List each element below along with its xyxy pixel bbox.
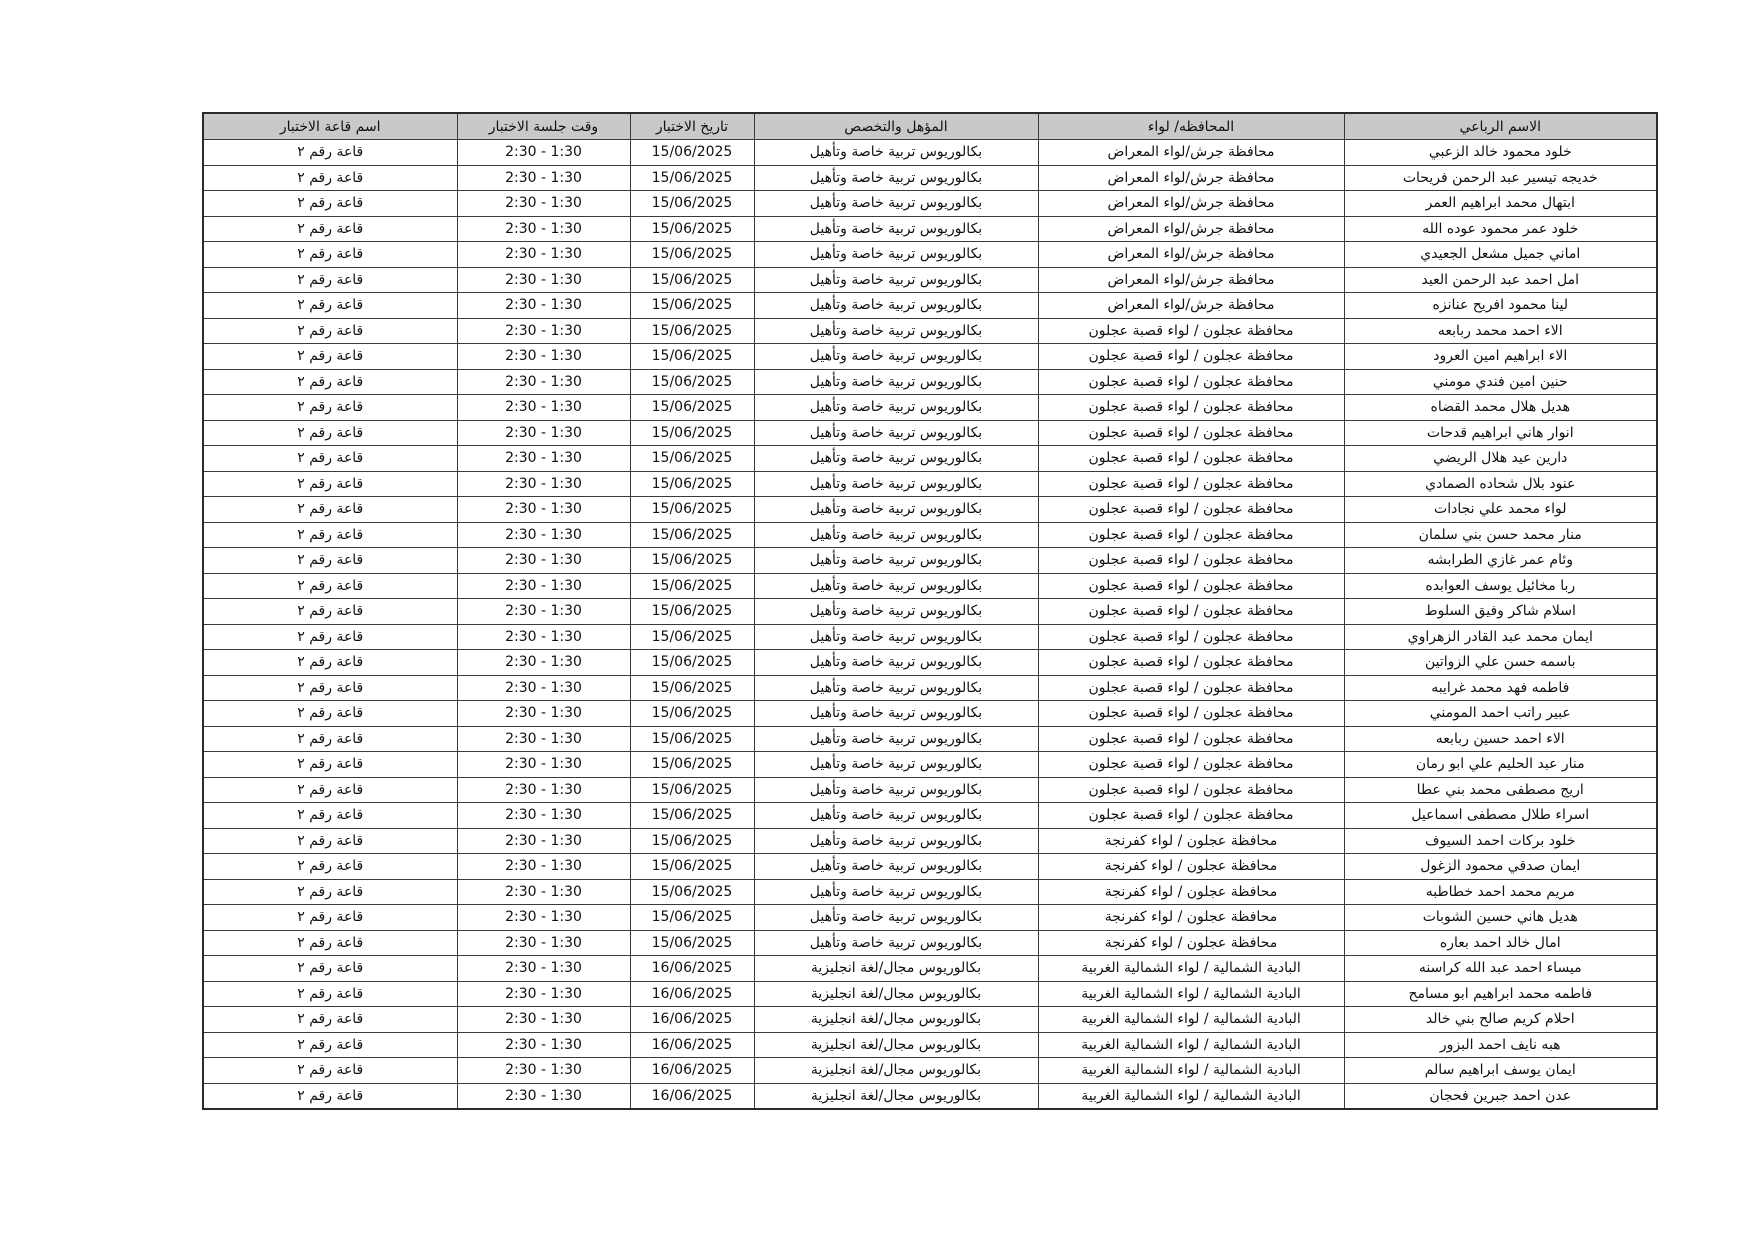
cell-hall: قاعة رقم ٢ [203, 446, 457, 472]
cell-time: 2:30 - 1:30 [457, 140, 630, 166]
cell-qualification: بكالوريوس تربية خاصة وتأهيل [754, 420, 1038, 446]
cell-hall: قاعة رقم ٢ [203, 956, 457, 982]
table-row [203, 956, 1657, 982]
cell-date: 15/06/2025 [630, 752, 754, 778]
cell-hall: قاعة رقم ٢ [203, 1032, 457, 1058]
cell-date: 16/06/2025 [630, 1007, 754, 1033]
cell-name: حنين امين فندي مومني [1344, 369, 1657, 395]
cell-qualification: بكالوريوس مجال/لغة انجليزية [754, 1058, 1038, 1084]
table-row [203, 420, 1657, 446]
cell-hall: قاعة رقم ٢ [203, 752, 457, 778]
cell-governorate: محافظة عجلون / لواء قصبة عجلون [1038, 420, 1344, 446]
cell-time: 2:30 - 1:30 [457, 267, 630, 293]
cell-time: 2:30 - 1:30 [457, 242, 630, 268]
cell-hall: قاعة رقم ٢ [203, 191, 457, 217]
cell-qualification: بكالوريوس مجال/لغة انجليزية [754, 1083, 1038, 1109]
table-row [203, 242, 1657, 268]
cell-time: 2:30 - 1:30 [457, 930, 630, 956]
cell-governorate: محافظة جرش/لواء المعراض [1038, 293, 1344, 319]
cell-date: 15/06/2025 [630, 650, 754, 676]
table-row [203, 879, 1657, 905]
cell-governorate: محافظة عجلون / لواء كفرنجة [1038, 905, 1344, 931]
cell-name: خلود محمود خالد الزعبي [1344, 140, 1657, 166]
table-row [203, 267, 1657, 293]
cell-governorate: محافظة عجلون / لواء قصبة عجلون [1038, 650, 1344, 676]
cell-qualification: بكالوريوس تربية خاصة وتأهيل [754, 318, 1038, 344]
cell-date: 15/06/2025 [630, 828, 754, 854]
cell-name: اسلام شاكر وفيق السلوط [1344, 599, 1657, 625]
cell-date: 15/06/2025 [630, 369, 754, 395]
table-row [203, 573, 1657, 599]
cell-governorate: محافظة عجلون / لواء قصبة عجلون [1038, 803, 1344, 829]
cell-governorate: محافظة عجلون / لواء قصبة عجلون [1038, 599, 1344, 625]
cell-name: امل احمد عبد الرحمن العيد [1344, 267, 1657, 293]
table-row [203, 318, 1657, 344]
cell-governorate: محافظة جرش/لواء المعراض [1038, 267, 1344, 293]
cell-date: 15/06/2025 [630, 293, 754, 319]
cell-name: هديل هاني حسين الشوبات [1344, 905, 1657, 931]
cell-governorate: محافظة عجلون / لواء قصبة عجلون [1038, 318, 1344, 344]
cell-name: الاء ابراهيم امين العرود [1344, 344, 1657, 370]
cell-qualification: بكالوريوس تربية خاصة وتأهيل [754, 701, 1038, 727]
cell-hall: قاعة رقم ٢ [203, 701, 457, 727]
cell-name: احلام كريم صالح بني خالد [1344, 1007, 1657, 1033]
cell-name: لواء محمد علي نجادات [1344, 497, 1657, 523]
cell-hall: قاعة رقم ٢ [203, 344, 457, 370]
cell-qualification: بكالوريوس تربية خاصة وتأهيل [754, 191, 1038, 217]
cell-time: 2:30 - 1:30 [457, 675, 630, 701]
table-row [203, 624, 1657, 650]
header-qualification: المؤهل والتخصص [754, 113, 1038, 140]
cell-time: 2:30 - 1:30 [457, 293, 630, 319]
table-row [203, 828, 1657, 854]
cell-time: 2:30 - 1:30 [457, 395, 630, 421]
cell-date: 15/06/2025 [630, 624, 754, 650]
cell-hall: قاعة رقم ٢ [203, 318, 457, 344]
cell-date: 15/06/2025 [630, 318, 754, 344]
cell-qualification: بكالوريوس مجال/لغة انجليزية [754, 981, 1038, 1007]
cell-time: 2:30 - 1:30 [457, 216, 630, 242]
cell-date: 15/06/2025 [630, 242, 754, 268]
cell-name: خديجه تيسير عبد الرحمن فريحات [1344, 165, 1657, 191]
cell-hall: قاعة رقم ٢ [203, 828, 457, 854]
cell-hall: قاعة رقم ٢ [203, 242, 457, 268]
cell-governorate: محافظة عجلون / لواء قصبة عجلون [1038, 497, 1344, 523]
cell-time: 2:30 - 1:30 [457, 471, 630, 497]
cell-governorate: محافظة عجلون / لواء قصبة عجلون [1038, 624, 1344, 650]
cell-qualification: بكالوريوس تربية خاصة وتأهيل [754, 140, 1038, 166]
cell-time: 2:30 - 1:30 [457, 548, 630, 574]
cell-time: 2:30 - 1:30 [457, 446, 630, 472]
cell-time: 2:30 - 1:30 [457, 369, 630, 395]
cell-time: 2:30 - 1:30 [457, 905, 630, 931]
cell-name: ايمان محمد عبد القادر الزهراوي [1344, 624, 1657, 650]
cell-qualification: بكالوريوس تربية خاصة وتأهيل [754, 726, 1038, 752]
cell-time: 2:30 - 1:30 [457, 573, 630, 599]
cell-time: 2:30 - 1:30 [457, 726, 630, 752]
cell-date: 15/06/2025 [630, 879, 754, 905]
cell-hall: قاعة رقم ٢ [203, 981, 457, 1007]
cell-time: 2:30 - 1:30 [457, 318, 630, 344]
cell-governorate: البادية الشمالية / لواء الشمالية الغربية [1038, 1058, 1344, 1084]
cell-date: 15/06/2025 [630, 420, 754, 446]
cell-governorate: البادية الشمالية / لواء الشمالية الغربية [1038, 1032, 1344, 1058]
cell-name: اريج مصطفى محمد بني عطا [1344, 777, 1657, 803]
table-row [203, 191, 1657, 217]
cell-date: 16/06/2025 [630, 1083, 754, 1109]
cell-governorate: محافظة عجلون / لواء قصبة عجلون [1038, 548, 1344, 574]
cell-governorate: محافظة عجلون / لواء كفرنجة [1038, 930, 1344, 956]
cell-time: 2:30 - 1:30 [457, 854, 630, 880]
cell-governorate: محافظة جرش/لواء المعراض [1038, 140, 1344, 166]
cell-hall: قاعة رقم ٢ [203, 726, 457, 752]
cell-governorate: البادية الشمالية / لواء الشمالية الغربية [1038, 981, 1344, 1007]
header-time: وقت جلسة الاختبار [457, 113, 630, 140]
cell-hall: قاعة رقم ٢ [203, 573, 457, 599]
cell-date: 15/06/2025 [630, 701, 754, 727]
cell-qualification: بكالوريوس مجال/لغة انجليزية [754, 956, 1038, 982]
cell-governorate: محافظة جرش/لواء المعراض [1038, 242, 1344, 268]
table-row [203, 701, 1657, 727]
cell-qualification: بكالوريوس تربية خاصة وتأهيل [754, 675, 1038, 701]
cell-qualification: بكالوريوس تربية خاصة وتأهيل [754, 650, 1038, 676]
header-date: تاريخ الاختبار [630, 113, 754, 140]
cell-name: انوار هاني ابراهيم قدحات [1344, 420, 1657, 446]
cell-date: 15/06/2025 [630, 777, 754, 803]
cell-governorate: محافظة عجلون / لواء قصبة عجلون [1038, 777, 1344, 803]
cell-governorate: البادية الشمالية / لواء الشمالية الغربية [1038, 956, 1344, 982]
cell-time: 2:30 - 1:30 [457, 650, 630, 676]
cell-governorate: محافظة عجلون / لواء كفرنجة [1038, 854, 1344, 880]
cell-qualification: بكالوريوس تربية خاصة وتأهيل [754, 624, 1038, 650]
cell-name: فاطمه فهد محمد غرايبه [1344, 675, 1657, 701]
cell-date: 15/06/2025 [630, 548, 754, 574]
cell-date: 15/06/2025 [630, 497, 754, 523]
cell-name: عدن احمد جبرين فحجان [1344, 1083, 1657, 1109]
cell-hall: قاعة رقم ٢ [203, 930, 457, 956]
cell-name: فاطمه محمد ابراهيم ابو مسامح [1344, 981, 1657, 1007]
cell-hall: قاعة رقم ٢ [203, 471, 457, 497]
cell-qualification: بكالوريوس تربية خاصة وتأهيل [754, 930, 1038, 956]
cell-hall: قاعة رقم ٢ [203, 650, 457, 676]
cell-time: 2:30 - 1:30 [457, 828, 630, 854]
cell-name: منار عبد الحليم علي ابو رمان [1344, 752, 1657, 778]
cell-hall: قاعة رقم ٢ [203, 267, 457, 293]
table-body [203, 140, 1657, 1110]
cell-date: 15/06/2025 [630, 726, 754, 752]
cell-qualification: بكالوريوس تربية خاصة وتأهيل [754, 905, 1038, 931]
cell-name: خلود بركات احمد السيوف [1344, 828, 1657, 854]
cell-qualification: بكالوريوس تربية خاصة وتأهيل [754, 777, 1038, 803]
cell-governorate: محافظة عجلون / لواء قصبة عجلون [1038, 573, 1344, 599]
cell-qualification: بكالوريوس تربية خاصة وتأهيل [754, 497, 1038, 523]
cell-time: 2:30 - 1:30 [457, 497, 630, 523]
cell-qualification: بكالوريوس مجال/لغة انجليزية [754, 1032, 1038, 1058]
cell-date: 15/06/2025 [630, 599, 754, 625]
cell-time: 2:30 - 1:30 [457, 420, 630, 446]
cell-time: 2:30 - 1:30 [457, 1083, 630, 1109]
table-row [203, 930, 1657, 956]
table-row [203, 752, 1657, 778]
cell-time: 2:30 - 1:30 [457, 1007, 630, 1033]
table-row [203, 165, 1657, 191]
cell-qualification: بكالوريوس تربية خاصة وتأهيل [754, 599, 1038, 625]
cell-hall: قاعة رقم ٢ [203, 216, 457, 242]
cell-governorate: محافظة عجلون / لواء قصبة عجلون [1038, 369, 1344, 395]
cell-date: 15/06/2025 [630, 905, 754, 931]
cell-hall: قاعة رقم ٢ [203, 675, 457, 701]
cell-name: هبه نايف احمد البزور [1344, 1032, 1657, 1058]
cell-time: 2:30 - 1:30 [457, 191, 630, 217]
table-row [203, 905, 1657, 931]
cell-time: 2:30 - 1:30 [457, 981, 630, 1007]
cell-governorate: البادية الشمالية / لواء الشمالية الغربية [1038, 1007, 1344, 1033]
cell-date: 15/06/2025 [630, 395, 754, 421]
cell-governorate: محافظة جرش/لواء المعراض [1038, 216, 1344, 242]
table-row [203, 599, 1657, 625]
cell-date: 15/06/2025 [630, 165, 754, 191]
cell-name: ميساء احمد عبد الله كراسنه [1344, 956, 1657, 982]
cell-date: 15/06/2025 [630, 446, 754, 472]
cell-name: ابتهال محمد ابراهيم العمر [1344, 191, 1657, 217]
cell-hall: قاعة رقم ٢ [203, 777, 457, 803]
cell-hall: قاعة رقم ٢ [203, 395, 457, 421]
cell-hall: قاعة رقم ٢ [203, 548, 457, 574]
table-row [203, 471, 1657, 497]
table-row [203, 1007, 1657, 1033]
table-row [203, 522, 1657, 548]
cell-qualification: بكالوريوس تربية خاصة وتأهيل [754, 165, 1038, 191]
cell-time: 2:30 - 1:30 [457, 879, 630, 905]
cell-date: 15/06/2025 [630, 216, 754, 242]
cell-name: اسراء طلال مصطفى اسماعيل [1344, 803, 1657, 829]
cell-name: اماني جميل مشعل الجعيدي [1344, 242, 1657, 268]
cell-qualification: بكالوريوس تربية خاصة وتأهيل [754, 854, 1038, 880]
table-row [203, 1083, 1657, 1109]
cell-name: عنود بلال شحاده الصمادي [1344, 471, 1657, 497]
table-row [203, 726, 1657, 752]
table-row [203, 1058, 1657, 1084]
cell-hall: قاعة رقم ٢ [203, 140, 457, 166]
cell-qualification: بكالوريوس تربية خاصة وتأهيل [754, 803, 1038, 829]
cell-date: 16/06/2025 [630, 981, 754, 1007]
cell-time: 2:30 - 1:30 [457, 344, 630, 370]
table-row [203, 293, 1657, 319]
cell-date: 16/06/2025 [630, 956, 754, 982]
cell-hall: قاعة رقم ٢ [203, 369, 457, 395]
cell-time: 2:30 - 1:30 [457, 624, 630, 650]
table-row [203, 369, 1657, 395]
exam-schedule-sheet [202, 112, 1656, 1110]
cell-time: 2:30 - 1:30 [457, 1032, 630, 1058]
cell-qualification: بكالوريوس تربية خاصة وتأهيل [754, 573, 1038, 599]
header-hall: اسم قاعة الاختبار [203, 113, 457, 140]
cell-hall: قاعة رقم ٢ [203, 1083, 457, 1109]
cell-governorate: محافظة عجلون / لواء قصبة عجلون [1038, 752, 1344, 778]
cell-date: 16/06/2025 [630, 1032, 754, 1058]
cell-hall: قاعة رقم ٢ [203, 905, 457, 931]
cell-name: عبير راتب احمد المومني [1344, 701, 1657, 727]
table-row [203, 497, 1657, 523]
cell-name: باسمه حسن علي الزواتين [1344, 650, 1657, 676]
cell-time: 2:30 - 1:30 [457, 701, 630, 727]
cell-name: منار محمد حسن بني سلمان [1344, 522, 1657, 548]
table-row [203, 216, 1657, 242]
cell-date: 15/06/2025 [630, 344, 754, 370]
cell-name: ربا مخائيل يوسف العوابده [1344, 573, 1657, 599]
table-row [203, 650, 1657, 676]
table-row [203, 777, 1657, 803]
cell-hall: قاعة رقم ٢ [203, 497, 457, 523]
cell-time: 2:30 - 1:30 [457, 599, 630, 625]
cell-qualification: بكالوريوس تربية خاصة وتأهيل [754, 828, 1038, 854]
cell-qualification: بكالوريوس تربية خاصة وتأهيل [754, 369, 1038, 395]
cell-date: 15/06/2025 [630, 675, 754, 701]
cell-qualification: بكالوريوس تربية خاصة وتأهيل [754, 293, 1038, 319]
cell-qualification: بكالوريوس تربية خاصة وتأهيل [754, 879, 1038, 905]
cell-governorate: محافظة جرش/لواء المعراض [1038, 165, 1344, 191]
cell-hall: قاعة رقم ٢ [203, 879, 457, 905]
cell-qualification: بكالوريوس تربية خاصة وتأهيل [754, 395, 1038, 421]
cell-governorate: محافظة عجلون / لواء قصبة عجلون [1038, 471, 1344, 497]
table-header-row [203, 113, 1657, 140]
cell-date: 15/06/2025 [630, 522, 754, 548]
cell-time: 2:30 - 1:30 [457, 752, 630, 778]
table-row [203, 140, 1657, 166]
header-governorate: المحافظه/ لواء [1038, 113, 1344, 140]
cell-qualification: بكالوريوس تربية خاصة وتأهيل [754, 548, 1038, 574]
cell-name: الاء احمد حسين ربابعه [1344, 726, 1657, 752]
cell-time: 2:30 - 1:30 [457, 165, 630, 191]
table-row [203, 854, 1657, 880]
cell-date: 15/06/2025 [630, 854, 754, 880]
table-row [203, 446, 1657, 472]
cell-hall: قاعة رقم ٢ [203, 624, 457, 650]
cell-date: 15/06/2025 [630, 803, 754, 829]
table-row [203, 395, 1657, 421]
cell-qualification: بكالوريوس تربية خاصة وتأهيل [754, 522, 1038, 548]
cell-time: 2:30 - 1:30 [457, 803, 630, 829]
cell-time: 2:30 - 1:30 [457, 777, 630, 803]
cell-date: 15/06/2025 [630, 930, 754, 956]
cell-name: مريم محمد احمد خطاطبه [1344, 879, 1657, 905]
cell-name: خلود عمر محمود عوده الله [1344, 216, 1657, 242]
table-row [203, 548, 1657, 574]
cell-name: وئام عمر غازي الطرابشه [1344, 548, 1657, 574]
cell-governorate: البادية الشمالية / لواء الشمالية الغربية [1038, 1083, 1344, 1109]
cell-hall: قاعة رقم ٢ [203, 522, 457, 548]
cell-time: 2:30 - 1:30 [457, 522, 630, 548]
table-row [203, 981, 1657, 1007]
cell-governorate: محافظة عجلون / لواء قصبة عجلون [1038, 675, 1344, 701]
cell-name: دارين عيد هلال الريضي [1344, 446, 1657, 472]
cell-name: الاء احمد محمد ربابعه [1344, 318, 1657, 344]
cell-date: 15/06/2025 [630, 140, 754, 166]
cell-name: امال خالد احمد بعاره [1344, 930, 1657, 956]
exam-schedule-table [202, 112, 1658, 1110]
table-row [203, 344, 1657, 370]
cell-governorate: محافظة عجلون / لواء قصبة عجلون [1038, 522, 1344, 548]
cell-qualification: بكالوريوس تربية خاصة وتأهيل [754, 752, 1038, 778]
cell-hall: قاعة رقم ٢ [203, 420, 457, 446]
cell-governorate: محافظة عجلون / لواء قصبة عجلون [1038, 446, 1344, 472]
cell-qualification: بكالوريوس تربية خاصة وتأهيل [754, 471, 1038, 497]
cell-name: ايمان يوسف ابراهيم سالم [1344, 1058, 1657, 1084]
cell-time: 2:30 - 1:30 [457, 1058, 630, 1084]
cell-governorate: محافظة جرش/لواء المعراض [1038, 191, 1344, 217]
cell-qualification: بكالوريوس مجال/لغة انجليزية [754, 1007, 1038, 1033]
cell-governorate: محافظة عجلون / لواء قصبة عجلون [1038, 395, 1344, 421]
cell-name: هديل هلال محمد القضاه [1344, 395, 1657, 421]
cell-date: 15/06/2025 [630, 471, 754, 497]
cell-governorate: محافظة عجلون / لواء قصبة عجلون [1038, 726, 1344, 752]
cell-date: 16/06/2025 [630, 1058, 754, 1084]
cell-hall: قاعة رقم ٢ [203, 165, 457, 191]
cell-name: لينا محمود افريح عنانزه [1344, 293, 1657, 319]
cell-qualification: بكالوريوس تربية خاصة وتأهيل [754, 446, 1038, 472]
cell-hall: قاعة رقم ٢ [203, 854, 457, 880]
cell-hall: قاعة رقم ٢ [203, 1058, 457, 1084]
cell-date: 15/06/2025 [630, 267, 754, 293]
cell-qualification: بكالوريوس تربية خاصة وتأهيل [754, 242, 1038, 268]
header-name: الاسم الرباعي [1344, 113, 1657, 140]
cell-governorate: محافظة عجلون / لواء كفرنجة [1038, 828, 1344, 854]
table-row [203, 675, 1657, 701]
cell-hall: قاعة رقم ٢ [203, 1007, 457, 1033]
cell-hall: قاعة رقم ٢ [203, 803, 457, 829]
cell-name: ايمان صدقي محمود الزغول [1344, 854, 1657, 880]
cell-governorate: محافظة عجلون / لواء قصبة عجلون [1038, 701, 1344, 727]
cell-qualification: بكالوريوس تربية خاصة وتأهيل [754, 216, 1038, 242]
table-row [203, 803, 1657, 829]
cell-hall: قاعة رقم ٢ [203, 293, 457, 319]
cell-governorate: محافظة عجلون / لواء قصبة عجلون [1038, 344, 1344, 370]
cell-time: 2:30 - 1:30 [457, 956, 630, 982]
cell-governorate: محافظة عجلون / لواء كفرنجة [1038, 879, 1344, 905]
cell-qualification: بكالوريوس تربية خاصة وتأهيل [754, 267, 1038, 293]
cell-date: 15/06/2025 [630, 573, 754, 599]
cell-hall: قاعة رقم ٢ [203, 599, 457, 625]
cell-date: 15/06/2025 [630, 191, 754, 217]
cell-qualification: بكالوريوس تربية خاصة وتأهيل [754, 344, 1038, 370]
table-row [203, 1032, 1657, 1058]
